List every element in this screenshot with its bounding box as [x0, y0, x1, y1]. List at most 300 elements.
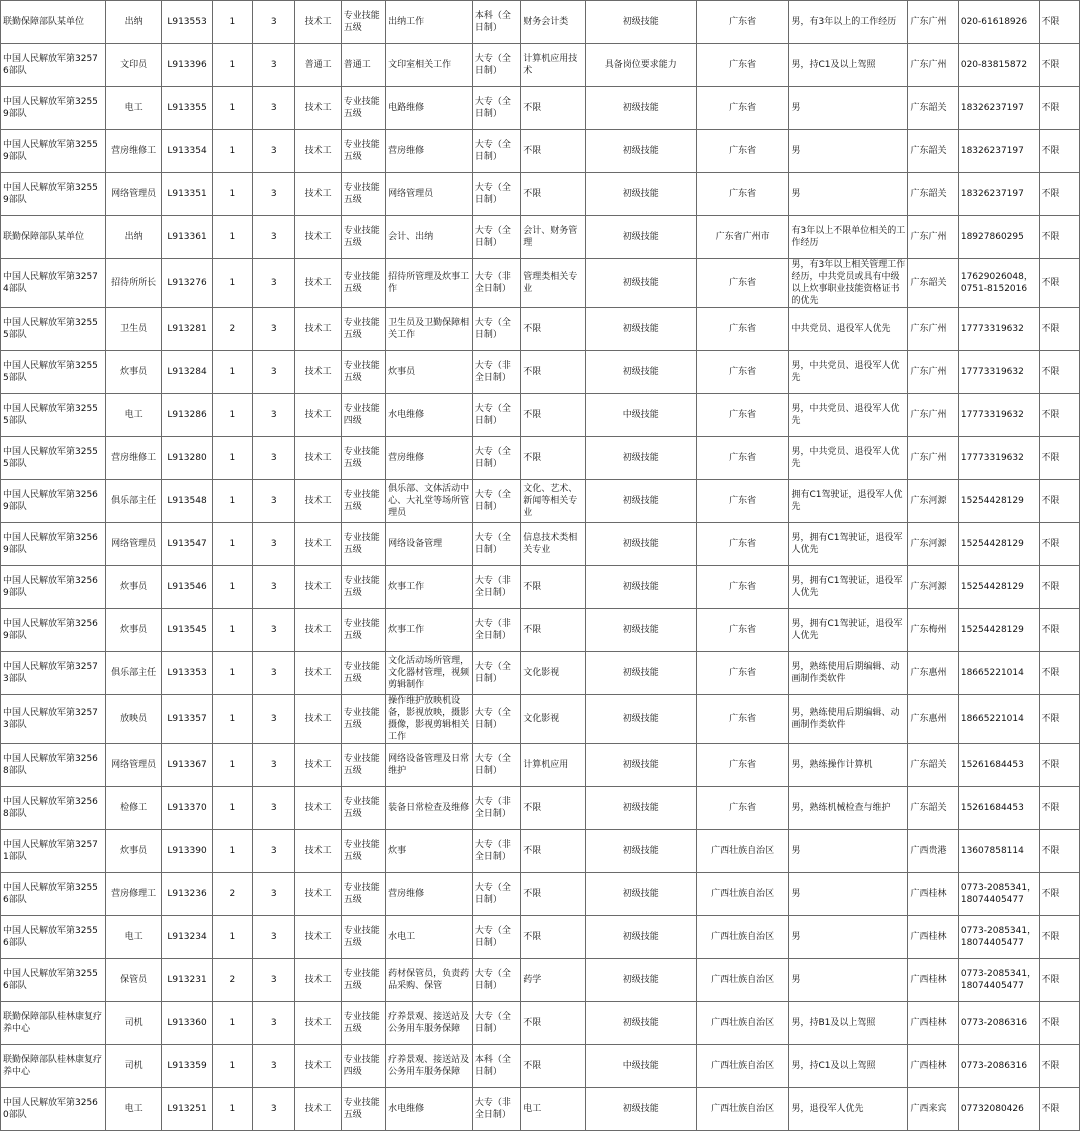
staff-type-cell: 技术工 [295, 609, 341, 652]
duration-cell: 3 [253, 480, 295, 523]
unit-cell: 中国人民解放军第32556部队 [1, 873, 106, 916]
limit-cell: 不限 [1039, 173, 1079, 216]
region-cell: 广东省 [696, 44, 789, 87]
region-cell: 广东省 [696, 1, 789, 44]
duty-cell: 炊事工作 [386, 609, 473, 652]
requirement-cell: 男 [789, 87, 908, 130]
duty-cell: 网络管理员 [386, 173, 473, 216]
duty-cell: 出纳工作 [386, 1, 473, 44]
grade-cell: 专业技能五级 [341, 695, 385, 744]
table-row [1, 216, 1080, 259]
count-cell: 1 [212, 394, 252, 437]
code-cell: L913390 [162, 830, 212, 873]
duty-cell: 炊事员 [386, 351, 473, 394]
duration-cell: 3 [253, 1, 295, 44]
staff-type-cell: 技术工 [295, 1088, 341, 1131]
unit-cell: 中国人民解放军第32556部队 [1, 916, 106, 959]
location-cell: 广东惠州 [908, 695, 958, 744]
staff-type-cell: 技术工 [295, 787, 341, 830]
staff-type-cell: 技术工 [295, 916, 341, 959]
phone-cell: 0773-2085341，18074405477 [958, 959, 1039, 1002]
location-cell: 广西桂林 [908, 916, 958, 959]
duration-cell: 3 [253, 173, 295, 216]
skill-cell: 中级技能 [585, 1045, 696, 1088]
staff-type-cell: 技术工 [295, 1045, 341, 1088]
grade-cell: 专业技能五级 [341, 830, 385, 873]
location-cell: 广东广州 [908, 437, 958, 480]
unit-cell: 中国人民解放军第32569部队 [1, 609, 106, 652]
table-row [1, 523, 1080, 566]
phone-cell: 15254428129 [958, 480, 1039, 523]
count-cell: 2 [212, 308, 252, 351]
duration-cell: 3 [253, 652, 295, 695]
phone-cell: 18326237197 [958, 173, 1039, 216]
duration-cell: 3 [253, 394, 295, 437]
major-cell: 计算机应用技术 [521, 44, 586, 87]
education-cell: 大专（全日制） [472, 695, 520, 744]
table-row [1, 87, 1080, 130]
grade-cell: 专业技能五级 [341, 216, 385, 259]
table-row [1, 394, 1080, 437]
education-cell: 大专（全日制） [472, 1002, 520, 1045]
region-cell: 广东省 [696, 308, 789, 351]
duty-cell: 炊事工作 [386, 566, 473, 609]
skill-cell: 初级技能 [585, 916, 696, 959]
skill-cell: 初级技能 [585, 1002, 696, 1045]
duration-cell: 3 [253, 44, 295, 87]
phone-cell: 18665221014 [958, 652, 1039, 695]
skill-cell: 初级技能 [585, 480, 696, 523]
limit-cell: 不限 [1039, 744, 1079, 787]
duration-cell: 3 [253, 566, 295, 609]
location-cell: 广西贵港 [908, 830, 958, 873]
code-cell: L913231 [162, 959, 212, 1002]
education-cell: 大专（全日制） [472, 480, 520, 523]
grade-cell: 专业技能五级 [341, 173, 385, 216]
phone-cell: 15254428129 [958, 523, 1039, 566]
duty-cell: 水电工 [386, 916, 473, 959]
code-cell: L913236 [162, 873, 212, 916]
staff-type-cell: 技术工 [295, 173, 341, 216]
duration-cell: 3 [253, 1088, 295, 1131]
phone-cell: 15261684453 [958, 744, 1039, 787]
limit-cell: 不限 [1039, 437, 1079, 480]
limit-cell: 不限 [1039, 695, 1079, 744]
table-row [1, 566, 1080, 609]
position-cell: 炊事员 [105, 566, 161, 609]
requirement-cell: 男，中共党员、退役军人优先 [789, 351, 908, 394]
major-cell: 电工 [521, 1088, 586, 1131]
duty-cell: 卫生员及卫勤保障相关工作 [386, 308, 473, 351]
major-cell: 不限 [521, 787, 586, 830]
phone-cell: 18665221014 [958, 695, 1039, 744]
unit-cell: 中国人民解放军第32573部队 [1, 652, 106, 695]
count-cell: 2 [212, 959, 252, 1002]
education-cell: 大专（全日制） [472, 44, 520, 87]
position-cell: 出纳 [105, 216, 161, 259]
duty-cell: 文印室相关工作 [386, 44, 473, 87]
unit-cell: 中国人民解放军第32559部队 [1, 87, 106, 130]
duty-cell: 疗养景观、接送站及公务用车服务保障 [386, 1002, 473, 1045]
duty-cell: 疗养景观、接送站及公务用车服务保障 [386, 1045, 473, 1088]
limit-cell: 不限 [1039, 787, 1079, 830]
duration-cell: 3 [253, 1002, 295, 1045]
grade-cell: 专业技能五级 [341, 87, 385, 130]
education-cell: 大专（全日制） [472, 308, 520, 351]
skill-cell: 初级技能 [585, 130, 696, 173]
skill-cell: 初级技能 [585, 744, 696, 787]
region-cell: 广西壮族自治区 [696, 1088, 789, 1131]
major-cell: 财务会计类 [521, 1, 586, 44]
grade-cell: 专业技能四级 [341, 394, 385, 437]
major-cell: 不限 [521, 873, 586, 916]
limit-cell: 不限 [1039, 1088, 1079, 1131]
count-cell: 1 [212, 916, 252, 959]
major-cell: 会计、财务管理 [521, 216, 586, 259]
requirement-cell: 男，持B1及以上驾照 [789, 1002, 908, 1045]
staff-type-cell: 技术工 [295, 308, 341, 351]
position-cell: 电工 [105, 916, 161, 959]
phone-cell: 15254428129 [958, 566, 1039, 609]
count-cell: 1 [212, 44, 252, 87]
requirement-cell: 有3年以上不限单位相关的工作经历 [789, 216, 908, 259]
staff-type-cell: 技术工 [295, 744, 341, 787]
grade-cell: 专业技能五级 [341, 523, 385, 566]
location-cell: 广东韶关 [908, 87, 958, 130]
education-cell: 大专（全日制） [472, 216, 520, 259]
code-cell: L913357 [162, 695, 212, 744]
duration-cell: 3 [253, 1045, 295, 1088]
major-cell: 不限 [521, 308, 586, 351]
limit-cell: 不限 [1039, 216, 1079, 259]
limit-cell: 不限 [1039, 609, 1079, 652]
duty-cell: 营房维修 [386, 130, 473, 173]
staff-type-cell: 技术工 [295, 394, 341, 437]
limit-cell: 不限 [1039, 1002, 1079, 1045]
region-cell: 广东省 [696, 259, 789, 308]
unit-cell: 联勤保障部队桂林康复疗养中心 [1, 1045, 106, 1088]
code-cell: L913370 [162, 787, 212, 830]
education-cell: 大专（非全日制） [472, 830, 520, 873]
skill-cell: 初级技能 [585, 959, 696, 1002]
count-cell: 2 [212, 873, 252, 916]
education-cell: 大专（全日制） [472, 916, 520, 959]
grade-cell: 专业技能五级 [341, 787, 385, 830]
education-cell: 本科（全日制） [472, 1045, 520, 1088]
position-cell: 电工 [105, 394, 161, 437]
requirement-cell: 男，有3年以上相关管理工作经历，中共党员或具有中级以上炊事职业技能资格证书的优先 [789, 259, 908, 308]
duty-cell: 营房维修 [386, 437, 473, 480]
requirement-cell: 男 [789, 916, 908, 959]
major-cell: 不限 [521, 1002, 586, 1045]
table-row [1, 916, 1080, 959]
duration-cell: 3 [253, 437, 295, 480]
table-row [1, 173, 1080, 216]
education-cell: 大专（全日制） [472, 87, 520, 130]
count-cell: 1 [212, 744, 252, 787]
education-cell: 大专（非全日制） [472, 787, 520, 830]
limit-cell: 不限 [1039, 308, 1079, 351]
location-cell: 广东韶关 [908, 173, 958, 216]
major-cell: 计算机应用 [521, 744, 586, 787]
code-cell: L913280 [162, 437, 212, 480]
location-cell: 广东广州 [908, 1, 958, 44]
skill-cell: 具备岗位要求能力 [585, 44, 696, 87]
location-cell: 广东广州 [908, 308, 958, 351]
region-cell: 广西壮族自治区 [696, 959, 789, 1002]
location-cell: 广东河源 [908, 566, 958, 609]
phone-cell: 15261684453 [958, 787, 1039, 830]
duration-cell: 3 [253, 308, 295, 351]
education-cell: 大专（非全日制） [472, 609, 520, 652]
education-cell: 大专（非全日制） [472, 566, 520, 609]
duration-cell: 3 [253, 744, 295, 787]
region-cell: 广东省 [696, 351, 789, 394]
limit-cell: 不限 [1039, 916, 1079, 959]
unit-cell: 中国人民解放军第32560部队 [1, 1088, 106, 1131]
phone-cell: 15254428129 [958, 609, 1039, 652]
grade-cell: 专业技能五级 [341, 916, 385, 959]
staff-type-cell: 技术工 [295, 695, 341, 744]
region-cell: 广西壮族自治区 [696, 1002, 789, 1045]
position-cell: 网络管理员 [105, 523, 161, 566]
duty-cell: 会计、出纳 [386, 216, 473, 259]
education-cell: 大专（全日制） [472, 959, 520, 1002]
position-cell: 俱乐部主任 [105, 480, 161, 523]
location-cell: 广东广州 [908, 44, 958, 87]
region-cell: 广西壮族自治区 [696, 873, 789, 916]
requirement-cell: 男，有3年以上的工作经历 [789, 1, 908, 44]
skill-cell: 初级技能 [585, 308, 696, 351]
code-cell: L913281 [162, 308, 212, 351]
count-cell: 1 [212, 1088, 252, 1131]
location-cell: 广东广州 [908, 216, 958, 259]
code-cell: L913360 [162, 1002, 212, 1045]
grade-cell: 专业技能五级 [341, 566, 385, 609]
location-cell: 广东梅州 [908, 609, 958, 652]
limit-cell: 不限 [1039, 87, 1079, 130]
unit-cell: 中国人民解放军第32576部队 [1, 44, 106, 87]
count-cell: 1 [212, 523, 252, 566]
staff-type-cell: 技术工 [295, 259, 341, 308]
location-cell: 广西来宾 [908, 1088, 958, 1131]
major-cell: 文化、艺术、新闻等相关专业 [521, 480, 586, 523]
duty-cell: 炊事 [386, 830, 473, 873]
location-cell: 广东韶关 [908, 259, 958, 308]
duty-cell: 网络设备管理及日常维护 [386, 744, 473, 787]
requirement-cell: 男，熟练使用后期编辑、动画制作类软件 [789, 695, 908, 744]
code-cell: L913547 [162, 523, 212, 566]
requirement-cell: 男，拥有C1驾驶证，退役军人优先 [789, 566, 908, 609]
major-cell: 不限 [521, 394, 586, 437]
duration-cell: 3 [253, 830, 295, 873]
unit-cell: 中国人民解放军第32559部队 [1, 130, 106, 173]
region-cell: 广西壮族自治区 [696, 916, 789, 959]
position-cell: 炊事员 [105, 351, 161, 394]
duration-cell: 3 [253, 351, 295, 394]
table-row [1, 1, 1080, 44]
phone-cell: 0773-2085341，18074405477 [958, 873, 1039, 916]
major-cell: 不限 [521, 351, 586, 394]
skill-cell: 初级技能 [585, 609, 696, 652]
region-cell: 广东省 [696, 437, 789, 480]
location-cell: 广东河源 [908, 480, 958, 523]
table-row [1, 1002, 1080, 1045]
unit-cell: 中国人民解放军第32573部队 [1, 695, 106, 744]
major-cell: 文化影视 [521, 695, 586, 744]
major-cell: 管理类相关专业 [521, 259, 586, 308]
location-cell: 广东韶关 [908, 130, 958, 173]
education-cell: 大专（全日制） [472, 523, 520, 566]
table-row [1, 44, 1080, 87]
table-row [1, 695, 1080, 744]
table-row [1, 1088, 1080, 1131]
major-cell: 不限 [521, 130, 586, 173]
requirement-cell: 男 [789, 830, 908, 873]
grade-cell: 专业技能五级 [341, 1, 385, 44]
region-cell: 广东省 [696, 394, 789, 437]
code-cell: L913553 [162, 1, 212, 44]
grade-cell: 专业技能五级 [341, 308, 385, 351]
position-cell: 保管员 [105, 959, 161, 1002]
position-cell: 营房维修工 [105, 437, 161, 480]
phone-cell: 17773319632 [958, 308, 1039, 351]
limit-cell: 不限 [1039, 394, 1079, 437]
position-cell: 炊事员 [105, 830, 161, 873]
duty-cell: 电路维修 [386, 87, 473, 130]
duration-cell: 3 [253, 695, 295, 744]
skill-cell: 初级技能 [585, 259, 696, 308]
limit-cell: 不限 [1039, 130, 1079, 173]
grade-cell: 专业技能五级 [341, 1002, 385, 1045]
table-body [1, 1, 1080, 1131]
skill-cell: 初级技能 [585, 523, 696, 566]
count-cell: 1 [212, 480, 252, 523]
skill-cell: 初级技能 [585, 351, 696, 394]
unit-cell: 中国人民解放军第32571部队 [1, 830, 106, 873]
grade-cell: 专业技能五级 [341, 744, 385, 787]
education-cell: 大专（全日制） [472, 744, 520, 787]
limit-cell: 不限 [1039, 44, 1079, 87]
count-cell: 1 [212, 695, 252, 744]
position-cell: 检修工 [105, 787, 161, 830]
table-row [1, 1045, 1080, 1088]
code-cell: L913367 [162, 744, 212, 787]
limit-cell: 不限 [1039, 259, 1079, 308]
code-cell: L913354 [162, 130, 212, 173]
requirement-cell: 男，退役军人优先 [789, 1088, 908, 1131]
grade-cell: 专业技能五级 [341, 1088, 385, 1131]
duration-cell: 3 [253, 523, 295, 566]
education-cell: 大专（全日制） [472, 173, 520, 216]
phone-cell: 07732080426 [958, 1088, 1039, 1131]
unit-cell: 中国人民解放军第32569部队 [1, 523, 106, 566]
position-cell: 司机 [105, 1045, 161, 1088]
code-cell: L913234 [162, 916, 212, 959]
position-cell: 放映员 [105, 695, 161, 744]
duration-cell: 3 [253, 873, 295, 916]
duration-cell: 3 [253, 259, 295, 308]
limit-cell: 不限 [1039, 351, 1079, 394]
unit-cell: 中国人民解放军第32569部队 [1, 566, 106, 609]
position-cell: 营房修理工 [105, 873, 161, 916]
table-row [1, 480, 1080, 523]
education-cell: 大专（全日制） [472, 873, 520, 916]
duty-cell: 招待所管理及炊事工作 [386, 259, 473, 308]
duration-cell: 3 [253, 130, 295, 173]
skill-cell: 初级技能 [585, 173, 696, 216]
staff-type-cell: 技术工 [295, 566, 341, 609]
limit-cell: 不限 [1039, 959, 1079, 1002]
table-row [1, 308, 1080, 351]
major-cell: 不限 [521, 437, 586, 480]
limit-cell: 不限 [1039, 652, 1079, 695]
major-cell: 药学 [521, 959, 586, 1002]
location-cell: 广西桂林 [908, 873, 958, 916]
staff-type-cell: 技术工 [295, 959, 341, 1002]
code-cell: L913353 [162, 652, 212, 695]
region-cell: 广东省 [696, 744, 789, 787]
skill-cell: 初级技能 [585, 87, 696, 130]
skill-cell: 初级技能 [585, 566, 696, 609]
skill-cell: 中级技能 [585, 394, 696, 437]
phone-cell: 18927860295 [958, 216, 1039, 259]
position-cell: 电工 [105, 1088, 161, 1131]
education-cell: 大专（全日制） [472, 394, 520, 437]
limit-cell: 不限 [1039, 873, 1079, 916]
position-cell: 卫生员 [105, 308, 161, 351]
phone-cell: 0773-2086316 [958, 1002, 1039, 1045]
count-cell: 1 [212, 87, 252, 130]
grade-cell: 专业技能四级 [341, 1045, 385, 1088]
unit-cell: 中国人民解放军第32555部队 [1, 394, 106, 437]
grade-cell: 专业技能五级 [341, 351, 385, 394]
grade-cell: 普通工 [341, 44, 385, 87]
education-cell: 大专（全日制） [472, 130, 520, 173]
staff-type-cell: 技术工 [295, 87, 341, 130]
grade-cell: 专业技能五级 [341, 873, 385, 916]
duty-cell: 药材保管员，负责药品采购、保管 [386, 959, 473, 1002]
position-cell: 司机 [105, 1002, 161, 1045]
location-cell: 广东河源 [908, 523, 958, 566]
table-row [1, 744, 1080, 787]
count-cell: 1 [212, 437, 252, 480]
phone-cell: 020-83815872 [958, 44, 1039, 87]
phone-cell: 13607858114 [958, 830, 1039, 873]
requirement-cell: 男，中共党员、退役军人优先 [789, 437, 908, 480]
region-cell: 广东省 [696, 652, 789, 695]
count-cell: 1 [212, 830, 252, 873]
requirement-cell: 男，拥有C1驾驶证，退役军人优先 [789, 609, 908, 652]
education-cell: 本科（全日制） [472, 1, 520, 44]
location-cell: 广西桂林 [908, 959, 958, 1002]
count-cell: 1 [212, 130, 252, 173]
skill-cell: 初级技能 [585, 216, 696, 259]
code-cell: L913286 [162, 394, 212, 437]
phone-cell: 020-61618926 [958, 1, 1039, 44]
code-cell: L913284 [162, 351, 212, 394]
code-cell: L913355 [162, 87, 212, 130]
region-cell: 广东省 [696, 609, 789, 652]
location-cell: 广东韶关 [908, 744, 958, 787]
code-cell: L913251 [162, 1088, 212, 1131]
phone-cell: 18326237197 [958, 87, 1039, 130]
table-row [1, 437, 1080, 480]
staff-type-cell: 技术工 [295, 1, 341, 44]
unit-cell: 联勤保障部队某单位 [1, 216, 106, 259]
region-cell: 广东省广州市 [696, 216, 789, 259]
position-cell: 出纳 [105, 1, 161, 44]
